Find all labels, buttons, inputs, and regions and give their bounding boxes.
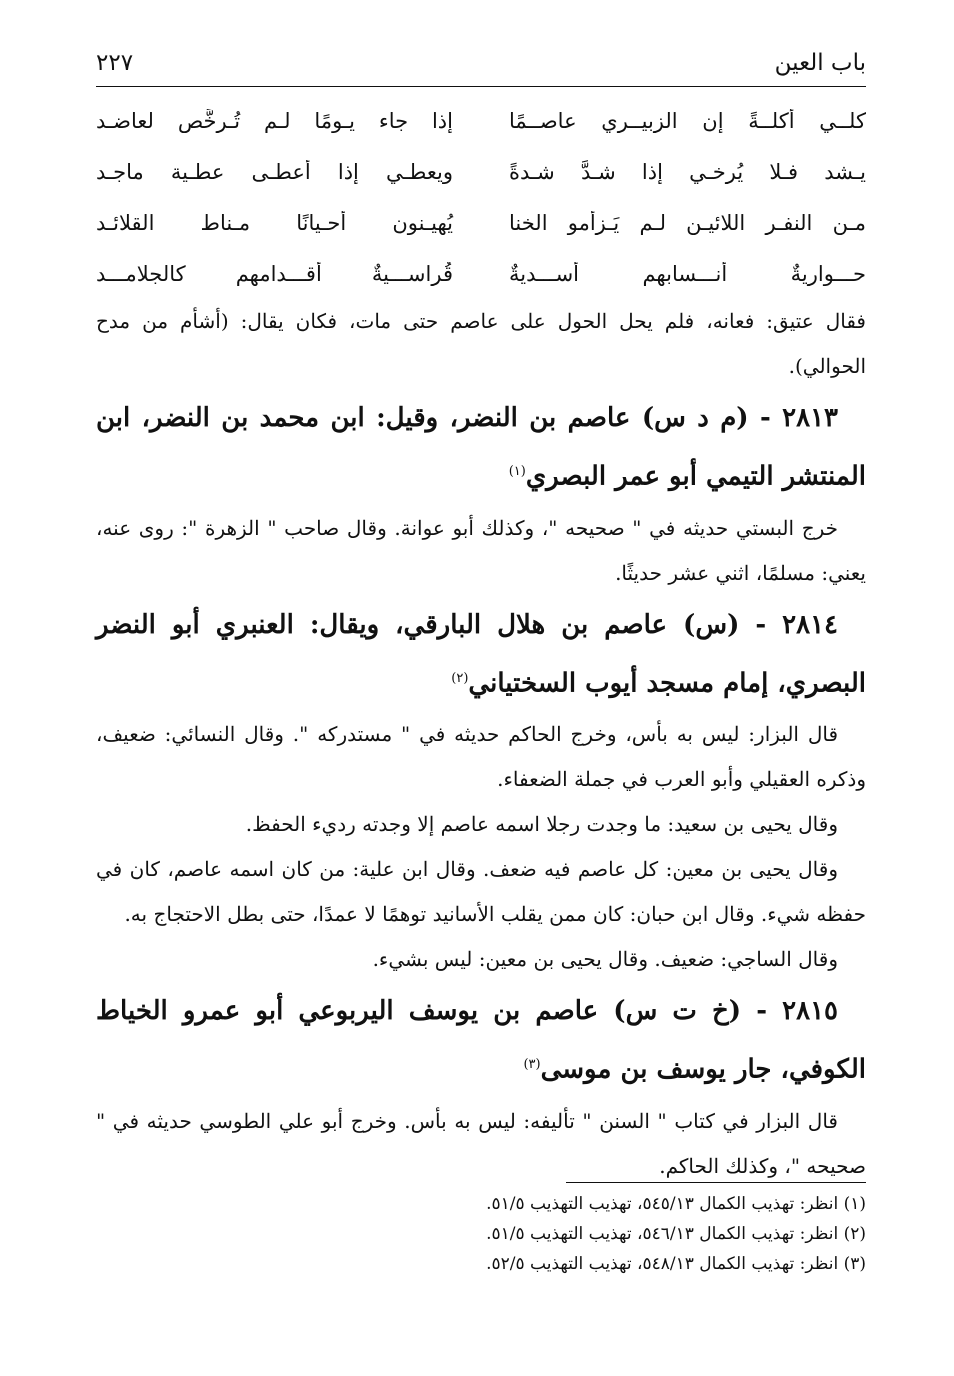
footnote: (٣) انظر: تهذيب الكمال ٥٤٨/١٣، تهذيب التهذيب ٥٢/٥. [486,1254,866,1274]
entry-body: وقال يحيى بن سعيد: ما وجدت رجلا اسمه عاصم إلا وجدته رديء الحفظ. [245,812,838,837]
entry-body: وقال الساجي: ضعيف. وقال يحيى بن معين: ليس بشيء. [372,947,838,972]
entry-title: ٢٨١٤ - (س) عاصم بن هلال البارقي، ويقال: العنبري أبو النضر البصري، إمام مسجد أيوب السختياني [96,609,866,699]
verse-first-hemistich: يـشد فـلا يُرخـي إذا شـدَّ شـدةً [509,159,866,184]
poem-verse [96,197,866,248]
verse-first-hemistich: كلــي أكلــةً إن الزبيــري عاصــمًا [509,108,866,133]
verse-second-hemistich: ويعطـي إذا أعطـى عطـية ماجـد [96,159,453,184]
verse-second-hemistich: قُراســـيةٌ أقـــدامهم كالجلامـــد [96,261,453,286]
footnotes [96,1182,866,1279]
entry-title: ٢٨١٥ - (خ ت س) عاصم بن يوسف اليربوعي أبو عمرو الخياط الكوفي، جار يوسف بن موسى [96,996,866,1085]
entry-title: ٢٨١٣ - (م د س) عاصم بن النضر، وقيل: ابن محمد بن النضر، ابن المنتشر التيمي أبو عمر البصري [96,403,866,492]
footnote-divider [566,1182,866,1183]
poem-verse [96,95,866,146]
entry-heading-2813 [96,391,866,504]
entry-body: وقال يحيى بن معين: كل عاصم فيه ضعف. وقال ابن علية: من كان اسمه عاصم، كان في حفظه شيء. وقال ابن حبان: كان ممن يقلب الأسانيد توهمًا لا عمدًا، حتى بطل الاحتجاج به. [96,857,866,927]
poem-verse [96,248,866,299]
verse-first-hemistich: مـن النفـر اللائيـن لـم يَـزأمو الخنا [509,210,866,235]
paragraph: فقال عتيق: فعانه، فلم يحل الحول على عاصم حتى مات، فكان يقال: (أشأم من مدح الحوالي). [96,309,866,378]
footnote: (١) انظر: تهذيب الكمال ٥٤٥/١٣، تهذيب التهذيب ٥١/٥. [486,1194,866,1214]
footnote-ref: (٣) [523,1057,541,1073]
verse-second-hemistich: يُهيـنون أحـيانًا مـناط القلائـد [96,210,453,235]
poem [96,95,866,299]
entry-heading-2815 [96,984,866,1097]
chapter-title: باب العين [774,50,866,76]
verse-first-hemistich: حـــواريةٌ أنـــسابهم أســـديةٌ [509,261,866,286]
footnote: (٢) انظر: تهذيب الكمال ٥٤٦/١٣، تهذيب التهذيب ٥١/٥. [486,1224,866,1244]
entry-heading-2814 [96,598,866,711]
footnote-ref: (١) [508,464,526,479]
page-number: ٢٢٧ [96,50,134,76]
book-page [96,40,866,1189]
poem-verse [96,146,866,197]
verse-second-hemistich: إذا جاء يـومًا لـم تُـرخَّص لعاضـد [96,108,453,133]
entry-body: قال البزار في كتاب " السنن " تأليفه: ليس به بأس. وخرج أبو علي الطوسي حديثه في " صحيحه "، وكذلك الحاكم. [96,1108,866,1178]
footnote-ref: (٢) [451,670,469,686]
page-header [96,40,866,87]
entry-body: قال البزار: ليس به بأس، وخرج الحاكم حديثه في " مستدركه ". وقال النسائي: ضعيف، وذكره العقيلي وأبو العرب في جملة الضعفاء. [96,722,866,792]
entry-body: خرج البستي حديثه في " صحيحه "، وكذلك أبو عوانة. وقال صاحب " الزهرة ": روى عنه، يعني: مسلمًا، اثني عشر حديثًا. [96,515,866,585]
